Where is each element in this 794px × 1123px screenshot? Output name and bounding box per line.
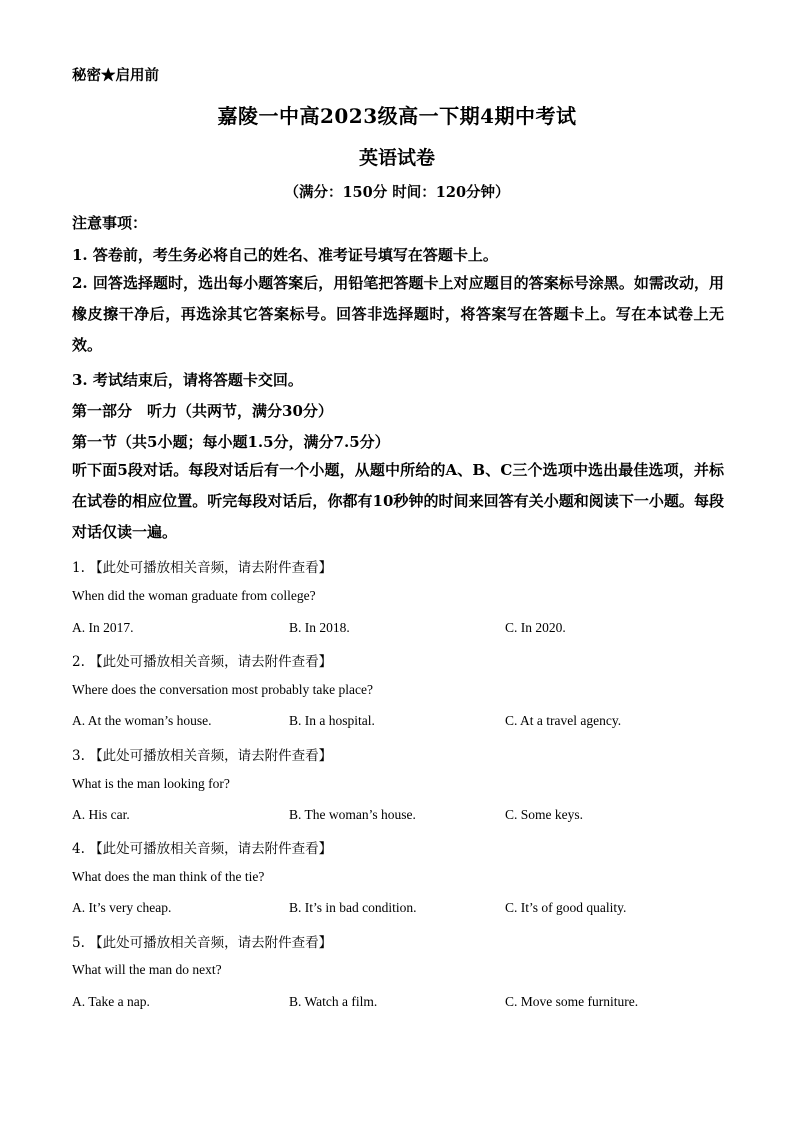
section1-heading: 第一节（共5小题；每小题1.5分，满分7.5分）	[72, 433, 390, 451]
option-c: C. At a travel agency.	[505, 713, 622, 728]
exam-title: 嘉陵一中高2023级高一下期4期中考试	[217, 104, 577, 128]
audio-placeholder[interactable]: 4. 【此处可播放相关音频，请去附件查看】	[72, 841, 333, 857]
option-a: A. Take a nap.	[72, 994, 150, 1009]
notes-item-1: 1. 答卷前，考生务必将自己的姓名、准考证号填写在答题卡上。	[72, 246, 498, 264]
option-b: B. The woman’s house.	[289, 807, 416, 822]
notes-item-3: 3. 考试结束后，请将答题卡交回。	[72, 371, 303, 389]
option-b: B. In 2018.	[289, 620, 350, 635]
secret-label: 秘密★启用前	[72, 67, 159, 84]
option-c: C. It’s of good quality.	[505, 900, 627, 915]
option-a: A. In 2017.	[72, 620, 134, 635]
question-text: Where does the conversation most probably take place?	[72, 682, 374, 697]
option-c: C. In 2020.	[505, 620, 566, 635]
section1-instructions: 听下面5段对话。每段对话后有一个小题，从题中所给的A、B、C三个选项中选出最佳选项，并标在试卷的相应位置。听完每段对话后，你都有10秒钟的时间来回答有关小题和阅读下一小题。每段对话仅读一遍。	[72, 461, 724, 541]
option-b: B. Watch a film.	[289, 994, 378, 1009]
option-c: C. Move some furniture.	[505, 994, 639, 1009]
notes-heading: 注意事项：	[72, 214, 148, 232]
part1-heading: 第一部分 听力（共两节，满分30分）	[72, 402, 333, 420]
option-a: A. It’s very cheap.	[72, 900, 172, 915]
audio-placeholder[interactable]: 5. 【此处可播放相关音频，请去附件查看】	[72, 935, 333, 951]
option-b: B. It’s in bad condition.	[289, 900, 417, 915]
question-text: What does the man think of the tie?	[72, 869, 265, 884]
option-a: A. At the woman’s house.	[72, 713, 212, 728]
audio-placeholder[interactable]: 1. 【此处可播放相关音频，请去附件查看】	[72, 560, 333, 576]
option-a: A. His car.	[72, 807, 130, 822]
option-b: B. In a hospital.	[289, 713, 375, 728]
option-c: C. Some keys.	[505, 807, 584, 822]
exam-subtitle: 英语试卷	[358, 147, 435, 169]
question-text: What is the man looking for?	[72, 776, 230, 791]
audio-placeholder[interactable]: 2. 【此处可播放相关音频，请去附件查看】	[72, 654, 333, 670]
question-text: What will the man do next?	[72, 962, 222, 977]
score-time: （满分：150分 时间：120分钟）	[284, 184, 510, 201]
question-text: When did the woman graduate from college?	[72, 588, 316, 603]
audio-placeholder[interactable]: 3. 【此处可播放相关音频，请去附件查看】	[72, 748, 333, 764]
notes-item-2: 2. 回答选择题时，选出每小题答案后，用铅笔把答题卡上对应题目的答案标号涂黑。如需改动，用橡皮擦干净后，再选涂其它答案标号。回答非选择题时，将答案写在答题卡上。写在本试卷上无效。	[72, 274, 724, 354]
